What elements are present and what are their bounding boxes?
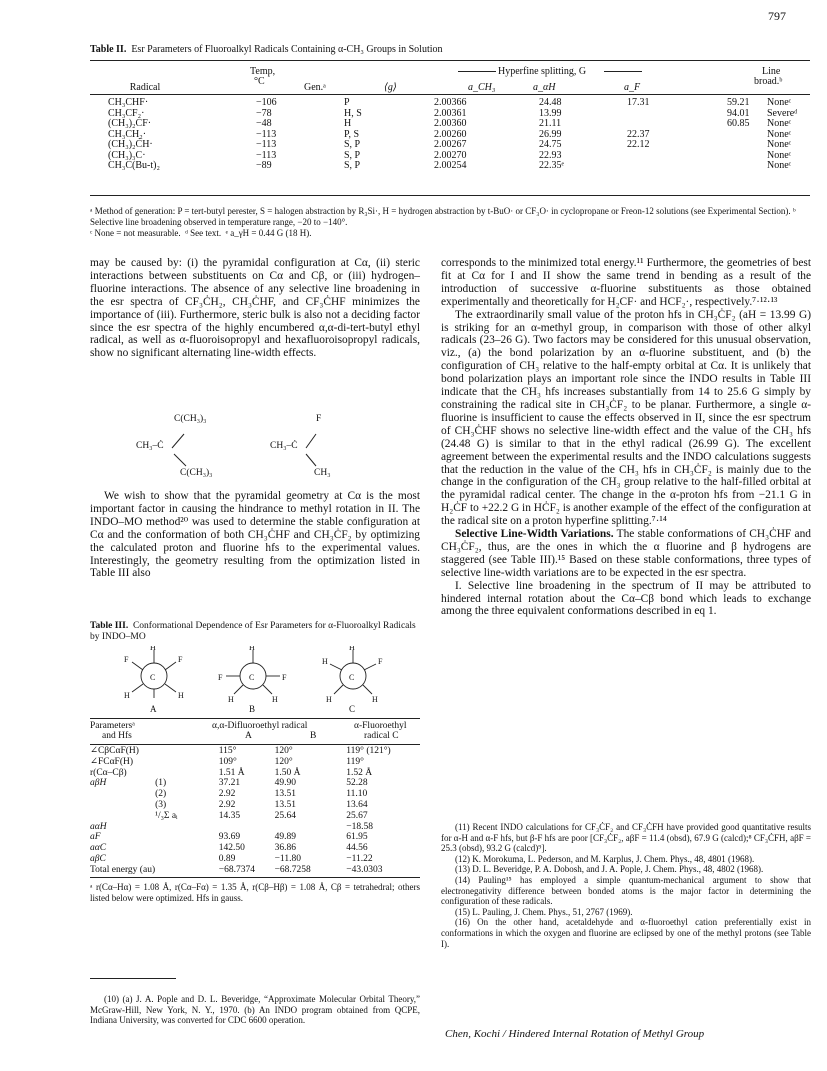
reference-item: (12) K. Morokuma, L. Pederson, and M. Karplus, J. Chem. Phys., 48, 4801 (1968).	[455, 853, 755, 864]
page-number: 797	[768, 9, 786, 23]
table3-param-header: Parametersᵃ	[90, 721, 135, 731]
table3-row	[90, 768, 420, 779]
svg-text:H: H	[228, 695, 234, 704]
table3-row	[90, 757, 420, 768]
table3-cell-c: −18.58	[346, 821, 373, 832]
table2-cell-line: Noneᶜ	[767, 128, 792, 140]
table3-cell-b: 13.51	[274, 799, 296, 810]
reference-item: (11) Recent INDO calculations for CF₃ĊF₂ and CF₃ĊFH have provided good quantitative results for α-H and α-F hfs, but β-F hfs are poor [CF₃ĊF₂, aβF = 11.4 (obsd), 67.9 G (calcd);⁸ CF₃ĊFH, aβF = 25.3 (obsd), 93.2 G (calcd)⁹].	[441, 822, 811, 854]
table2-af-header: a_F	[624, 82, 641, 93]
table2-line-header2: broad.ᵇ	[754, 76, 783, 87]
table2-radical-header: Radical	[129, 82, 161, 93]
table3-cell-sub	[155, 843, 215, 854]
table3-cell-p: r(Cα–Cβ)	[90, 767, 127, 778]
table2-title: Esr Parameters of Fluoroalkyl Radicals Containing α-CH₃ Groups in Solution	[131, 44, 443, 55]
table3-param-header2: and Hfs	[102, 731, 132, 741]
table2-row	[90, 161, 810, 172]
table2-cell-gen: H	[344, 118, 352, 129]
table3-row	[90, 832, 420, 843]
table2-cell-ach3: 22.93	[539, 149, 562, 161]
table3-cell-b: −11.80	[274, 853, 301, 864]
table2-g-header: ⟨g⟩	[384, 82, 397, 93]
table2-cell-ach3: 22.35ᵉ	[539, 160, 565, 171]
table3-cell-a: 37.21	[218, 778, 241, 789]
table3-cell-sub	[155, 746, 215, 757]
table3-cell-p: ∠FCαF(H)	[90, 756, 134, 767]
table2-cell-aah: 22.37	[627, 128, 650, 140]
struct2-top-label: F	[316, 414, 322, 424]
left-column-mid	[90, 490, 420, 580]
table3-cell-a: 2.92	[218, 789, 236, 800]
table3-bottom-rule	[90, 877, 420, 878]
reference-item: (14) Pauling¹⁵ has employed a simple quantum-mechanical argument to show that electronegativity difference between bonded atoms is the major factor in determining the configuration of these radicals.	[441, 874, 811, 907]
table3-cell-sub: (3)	[155, 799, 167, 810]
table3-col-a-header: A	[245, 731, 252, 741]
table3-cell-a: 142.50	[218, 843, 245, 854]
table2-cell-temp: −113	[256, 128, 277, 140]
table2-cell-gen: H, S	[344, 107, 362, 119]
table3-cell-b	[271, 822, 343, 833]
right-references	[441, 822, 811, 949]
table3-cell-sub: (1)	[155, 778, 167, 789]
table3-cell-a: 14.35	[218, 810, 241, 821]
struct1-top-label: C(CH₃)₃	[174, 414, 207, 424]
table2-cell-aah: 17.31	[627, 97, 650, 108]
table2-cell-af: 59.21	[727, 97, 750, 108]
table3-cell-p: aβH	[90, 778, 107, 789]
table3-cell-a: 0.89	[218, 853, 236, 864]
table2-cell-temp: −106	[256, 97, 277, 108]
table2-cell-ach3: 24.75	[539, 139, 562, 150]
left-paragraph-1: may be caused by: (i) the pyramidal configuration at Cα, (ii) steric interactions between substituents on Cα and Cβ, or (iii) hydrogen–fluorine interactions. The absence of any selective line broadening in the esr spectra of CF₃ĊH₂, CH₃ĊHF, and CF₃ĊHF minimizes the importance of (iii). Furthermore, steric bulk is also not a deciding factor since the esr spectra of the highly encumbered α,α-di-tert-butyl ethyl radical, as well as α-fluoroisopropyl and hexafluoroisopropyl radicals, show no significant alternating line-width effects.	[90, 257, 420, 360]
table3-row	[90, 822, 420, 833]
table3-cell-b: 36.86	[274, 843, 296, 854]
table3-cell-c: 119°	[346, 756, 364, 767]
table2-cell-aah: 22.12	[627, 139, 650, 150]
svg-text:H: H	[249, 646, 255, 652]
table3-cell-b: 49.90	[274, 778, 296, 789]
table2-cell-g: 2.00260	[434, 128, 467, 140]
table2-cell-af	[683, 140, 765, 151]
table3-label: Table III.	[90, 621, 129, 631]
table3-cell-sub	[155, 865, 215, 876]
table3-cell-a	[215, 822, 271, 833]
table3-row	[90, 746, 420, 757]
table2-cell-radical: (CH₃)₂ĊH·	[108, 139, 153, 150]
table2-hfs-rule-left	[458, 71, 496, 72]
table2-line-header: Line	[762, 66, 781, 77]
table3-row	[90, 865, 420, 876]
table3-cell-c: 13.64	[346, 799, 368, 810]
table3-top-rule	[90, 718, 420, 719]
reference-item: (13) D. L. Beveridge, P. A. Dobosh, and J. A. Pople, J. Chem. Phys., 48, 4802 (1968).	[455, 864, 764, 875]
table3-cell-p: aαH	[90, 821, 107, 832]
table2-cell-aah	[595, 119, 683, 130]
reference-item: (16) On the other hand, acetaldehyde and α-fluoroethyl cation preferentially exist in conformations in which the oxygen and fluorine are eclipsed by one of the methyl protons (see Table I).	[441, 917, 811, 949]
table3-cell-a: 2.92	[218, 799, 236, 810]
table2-cell-line: Noneᶜ	[767, 149, 792, 161]
table3-cell-p: Total energy (au)	[90, 864, 156, 875]
table2-top-rule	[90, 60, 810, 61]
table3-cell-c: 25.67	[346, 810, 368, 821]
section-heading: Selective Line-Width Variations.	[455, 528, 614, 541]
table3-cell-c: 44.56	[346, 843, 368, 854]
table2-cell-gen: P, S	[344, 128, 360, 140]
table2-cell-line: Noneᶜ	[767, 118, 792, 129]
table3-cell-sub: ¹/₃Σ aᵢ	[155, 810, 178, 821]
table3-cell-b: 49.89	[274, 832, 296, 843]
table2-cell-temp: −113	[256, 149, 277, 161]
table3-cell-a: 115°	[218, 746, 237, 756]
table3-difluoro-header: α,α-Difluoroethyl radical	[212, 721, 308, 731]
table2-cell-radical: CH₃CH₂·	[108, 128, 147, 140]
table3-cell-sub	[155, 832, 215, 843]
table2-cell-radical: CH₃C(Bu-t)₂	[108, 160, 160, 171]
left-paragraph-2: We wish to show that the pyramidal geometry at Cα is the most important factor in causing the hindrance to methyl rotation in II. The INDO–MO method²⁰ was used to determine the stable configuration at Cα and the conformation of both CH₃ĊHF and CH₃ĊF₂ by optimizing the calculated proton and fluorine hfs to the experimental values. Interestingly, the geometry resulting from the optimization listed in Table III also	[90, 490, 420, 580]
table2-row	[90, 119, 810, 130]
table2-cell-temp: −48	[256, 118, 272, 129]
table3-cell-a: −68.7374	[218, 864, 255, 875]
structure-bonds	[130, 408, 370, 482]
table3-cell-p	[90, 800, 155, 811]
svg-text:H: H	[178, 691, 184, 700]
table2-cell-line: Noneᶜ	[767, 97, 792, 108]
table3-cell-a: 93.69	[218, 832, 241, 843]
newman-projections	[110, 646, 400, 716]
struct1-left-label: CH₃–Ċ	[136, 441, 164, 451]
table2-cell-g: 2.00366	[434, 97, 467, 108]
table3-cell-p: aαC	[90, 843, 107, 854]
svg-text:H: H	[372, 695, 378, 704]
table2-gen-header: Gen.ᵃ	[304, 82, 326, 93]
table2-cell-line: Noneᶜ	[767, 139, 792, 150]
table2-cell-gen: S, P	[344, 160, 361, 171]
radical-structures	[130, 408, 370, 482]
table2-hfs-rule-right	[604, 71, 642, 72]
table2-cell-g: 2.00360	[434, 118, 467, 129]
table2-cell-line: Noneᶜ	[767, 160, 792, 171]
newman-label-a: A	[150, 704, 157, 714]
right-paragraph-3: The stable conformations of CH₃ĊHF and CH₃ĊF₂, thus, are the ones in which the α fluorine and β hydrogens are staggered (see Table III).¹⁵ Based on these stable conformations, three types of selective line-width variations are to be expected in the esr spectra.	[441, 528, 811, 579]
table3-row	[90, 789, 420, 800]
running-footer: Chen, Kochi / Hindered Internal Rotation of Methyl Group	[445, 1028, 705, 1040]
table2-cell-temp: −89	[256, 160, 272, 171]
table3-cell-p: aF	[90, 832, 101, 843]
table3-cell-c: 52.28	[346, 778, 368, 789]
table2-cell-radical: CH₃CHF·	[108, 97, 149, 108]
svg-text:H: H	[124, 691, 130, 700]
table3-cell-p: ∠CβCαF(H)	[90, 746, 139, 756]
table2-temp-header: Temp,	[250, 66, 276, 77]
table2-cell-gen: P	[344, 97, 350, 108]
table3-cell-c: 61.95	[346, 832, 368, 843]
table2-cell-temp: −78	[256, 107, 272, 119]
table3-cell-a: 109°	[218, 756, 237, 767]
table2-cell-g: 2.00254	[434, 160, 467, 171]
right-paragraph-2: The extraordinarily small value of the proton hfs in CH₃ĊF₂ (aH = 13.99 G) is striking for an α-methyl group, in comparison with those of other alkyl radicals (23–26 G). Two factors may be considered for this unusual observation, viz., (a) the bond polarization by an α-fluorine substituent, and (b) the configuration of CH₃ relative to the half-empty orbital at Cα. It is unlikely that bond polarization plays an important role since the INDO results in Table III indicate that the CH₃ hfs increases substantially from 14 to 25.6 G simply by constraining the radical site in CH₃ĊF₂ to be planar. Furthermore, a single α-fluorine is insufficient to cause the effects observed in II, since the esr spectrum of CH₃ĊHF shows no selective line-width effect and the value of the CH₃ hfs (24.48 G) is similar to that in the ethyl radical (26.99 G). The excellent agreement between the experimental results and the INDO calculations suggests that the reduction in the value of the CH₃ hfs in CH₃ĊF₂ is mainly due to the change in the configuration of the CH₃ group relative to the half-filled orbital at the pyramidal radical center. The change in the α-proton hfs from −21.1 G in H₂ĊF to +22.2 G in HĊF₂ is another example of the effect of the configuration at the radical site on a proton hyperfine splitting.⁷·¹⁴	[441, 308, 811, 528]
table2-cell-af	[683, 161, 765, 172]
svg-text:F: F	[218, 673, 223, 682]
svg-text:F: F	[178, 655, 183, 664]
table3-cell-c: −11.22	[346, 853, 373, 864]
table2-cell-gen: S, P	[344, 149, 361, 161]
right-column	[441, 257, 811, 618]
table2-cell-g: 2.00361	[434, 107, 467, 119]
table2-footnote-b: ᵇ Selective line broadening observed in temperature range, −20 to −140°.	[90, 206, 796, 227]
table2-head-rule	[90, 94, 810, 95]
table3-cell-sub: (2)	[155, 789, 167, 800]
left-references	[90, 994, 420, 1026]
svg-text:F: F	[378, 657, 383, 666]
table3-cell-b: 120°	[274, 756, 293, 767]
table3-header	[90, 721, 420, 743]
table2-cell-af	[683, 130, 765, 141]
table3-cell-c: −43.0303	[346, 864, 383, 875]
table2-body	[90, 98, 810, 172]
table3-col-b-header: B	[310, 731, 317, 741]
table3-cell-p	[90, 789, 155, 800]
table3-cell-sub	[155, 822, 215, 833]
table2-label: Table II.	[90, 44, 127, 55]
left-column-top	[90, 257, 420, 360]
table3-fluoro-header2: radical C	[364, 731, 399, 741]
table3-footnote: ᵃ r(Cα–Hα) = 1.08 Å, r(Cα–Fα) = 1.35 Å, r(Cβ–Hβ) = 1.08 Å, Cβ = tetrahedral; others listed below were optimized. Hfs in gauss.	[90, 882, 420, 903]
table2-row	[90, 140, 810, 151]
table3-row	[90, 854, 420, 865]
svg-text:F: F	[124, 655, 129, 664]
svg-text:H: H	[349, 646, 355, 652]
newman-label-c: C	[349, 704, 356, 714]
struct2-bottom-label: CH₃	[314, 468, 331, 478]
right-paragraph-4: I. Selective line broadening in the spectrum of II may be attributed to hindered internal rotation about the Cα–Cβ bond which leads to exchange among the three equivalent conformations described in eq 1.	[441, 579, 811, 618]
table2-cell-ach3: 21.11	[539, 118, 562, 129]
table2-cell-af: 94.01	[727, 107, 750, 119]
table3-row	[90, 843, 420, 854]
table2-cell-g: 2.00267	[434, 139, 467, 150]
table3-cell-a: 1.51 Å	[218, 767, 245, 778]
table3-cell-p	[90, 811, 155, 822]
table3-cell-sub	[155, 854, 215, 865]
table2-cell-af	[683, 151, 765, 162]
table3-row	[90, 778, 420, 789]
table2-hfs-header: Hyperfine splitting, G	[498, 66, 587, 77]
table2-cell-radical: (CH₃)₃C·	[108, 149, 146, 161]
table3-fluoro-header: α-Fluoroethyl	[354, 721, 407, 731]
table3-cell-sub	[155, 757, 215, 768]
table2-temp-unit: °C	[254, 76, 265, 87]
table2-bottom-rule	[90, 195, 810, 196]
table3-body	[90, 746, 420, 876]
table3-cell-b: −68.7258	[274, 864, 311, 875]
table3-row	[90, 811, 420, 822]
table2-cell-temp: −113	[256, 139, 277, 150]
table3-cell-b: 120°	[274, 746, 293, 756]
svg-text:H: H	[150, 646, 156, 652]
table2-cell-aah	[595, 109, 683, 120]
table2-row	[90, 98, 810, 109]
table3	[90, 746, 420, 876]
table2-aah-header: a_αH	[533, 82, 556, 93]
table3-caption	[90, 621, 420, 643]
svg-text:C: C	[150, 673, 156, 682]
table2-cell-ach3: 26.99	[539, 128, 562, 140]
table3-cell-b: 1.50 Å	[274, 767, 301, 778]
table3-cell-c: 1.52 Å	[346, 767, 373, 778]
table2-cell-aah	[595, 151, 683, 162]
table3-cell-p: aβC	[90, 853, 106, 864]
table2-caption	[90, 44, 443, 55]
svg-text:H: H	[326, 695, 332, 704]
table2-cell-aah	[595, 161, 683, 172]
table2-ach3-header: a_CH₃	[468, 82, 496, 93]
table3-cell-b: 25.64	[274, 810, 296, 821]
table2-cell-g: 2.00270	[434, 149, 467, 161]
table2-footnote-a: ᵃ Method of generation: P = tert-butyl perester, S = halogen abstraction by R₃Si·, H = hydrogen abstraction by t-BuO· or CF₃O· in cyclopropane or Freon-12 solutions (see Experimental Section).	[90, 206, 791, 216]
struct2-left-label: CH₃–Ċ	[270, 441, 298, 451]
svg-text:C: C	[349, 673, 355, 682]
table3-cell-c: 11.10	[346, 789, 368, 800]
table3-title: Conformational Dependence of Esr Parameters for α-Fluoroalkyl Radicals by INDO–MO	[90, 621, 416, 642]
svg-text:H: H	[272, 695, 278, 704]
table2	[90, 98, 810, 172]
right-paragraph-1: corresponds to the minimized total energy.¹¹ Furthermore, the geometries of best fit at Cα for I and II show the same trend in bending as a result of the introduction of successive α-fluorine substituents as those obtained experimentally and theoretically for H₂CF· and HCF₂·, respectively.⁷·¹²·¹³	[441, 257, 811, 308]
reference-10: (10) (a) J. A. Pople and D. L. Beveridge, “Approximate Molecular Orbital Theory,” McGraw-Hill, New York, N. Y., 1970. (b) An INDO program obtained from QCPE, Indiana University, was converted for CDC 6600 operation.	[90, 994, 420, 1025]
left-footnote-rule	[90, 978, 176, 979]
svg-text:F: F	[282, 673, 287, 682]
table3-head-rule	[90, 744, 420, 745]
table2-footnote-d: ᵈ See text.	[185, 228, 222, 238]
table2-footnote-c: ᶜ None = not measurable.	[90, 228, 181, 238]
newman-label-b: B	[249, 704, 256, 714]
table2-cell-af: 60.85	[727, 118, 750, 129]
table2-cell-ach3: 13.99	[539, 107, 562, 119]
table2-footnotes	[90, 206, 810, 239]
struct1-bottom-label: C(CH₃)₃	[180, 468, 213, 478]
table2-cell-gen: S, P	[344, 139, 361, 150]
table2-cell-radical: (CH₃)₂CF·	[108, 118, 152, 129]
table2-cell-line: Severeᵈ	[767, 107, 798, 119]
reference-item: (15) L. Pauling, J. Chem. Phys., 51, 2767 (1969).	[455, 906, 633, 917]
table3-cell-c: 119° (121°)	[346, 746, 391, 756]
svg-text:H: H	[322, 657, 328, 666]
svg-text:C: C	[249, 673, 255, 682]
table3-cell-sub	[155, 768, 215, 779]
table3-cell-b: 13.51	[274, 789, 296, 800]
table2-footnote-e: ᵉ a_γH = 0.44 G (18 H).	[225, 228, 312, 238]
table2-cell-ach3: 24.48	[539, 97, 562, 108]
table2-cell-radical: CH₃CF₂·	[108, 107, 145, 119]
table3-row	[90, 800, 420, 811]
